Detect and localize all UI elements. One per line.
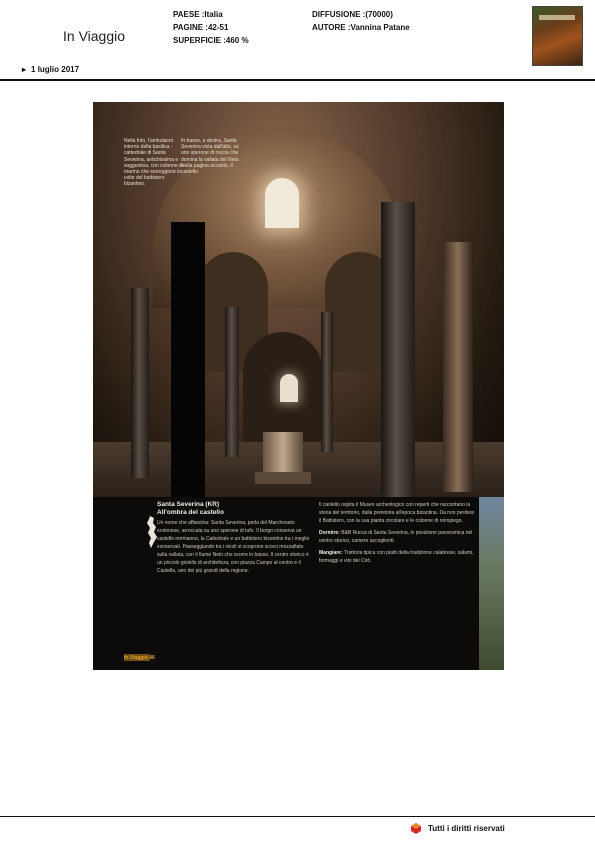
- caption-bar: [171, 222, 205, 497]
- superficie-row: SUPERFICIE :460 %: [173, 36, 249, 45]
- press-metadata-left: [173, 8, 249, 47]
- page-folio: In Viaggio 46: [124, 655, 155, 661]
- column: [131, 288, 149, 478]
- magazine-cover-thumbnail: [532, 6, 583, 66]
- footer-divider: [0, 816, 595, 817]
- photo-caption-left: Nella foto, l'ambulacro interno della basilica - cattedrale di Santa Severina, antichissima e suggestiva, con colonne in marmo che sorreggono le volte del battistero bizantino.: [124, 138, 183, 188]
- column: [381, 202, 415, 502]
- bullet-arrow-icon: ▸: [22, 65, 27, 74]
- column: [321, 312, 333, 452]
- article-clipping: [93, 102, 504, 670]
- baptismal-font: [263, 432, 303, 472]
- dormire-paragraph: Dormire: B&B Rocca di Santa Severina, in posizione panoramica nel centro storico, camere accoglienti.: [319, 530, 473, 544]
- agency-logo-icon: [411, 823, 421, 834]
- publication-name: In Viaggio: [63, 28, 126, 44]
- press-metadata-right: [312, 8, 410, 34]
- mangiare-paragraph: Mangiare: Trattoria tipica con piatti della tradizione calabrese, salumi, formaggi e vini del Cirò.: [319, 550, 474, 564]
- baptismal-font-base: [255, 472, 311, 484]
- pagine-row: PAGINE :42-51: [173, 23, 229, 32]
- article-column-1: Un nome che affascina: Santa Severina, perla del Marchesato crotonese, arroccata su uno sperone di tufo. Il borgo conserva un castello normanno, la Cattedrale e un battistero bizantino tra i meglio conservati. Passeggiando tra i vicoli si scoprono scorci mozzafiato sulla vallata, con il fiume Neto che scorre in basso. Il centro storico è un piccolo gioiello di architettura, con piazza Campo al centro e il Castello, uno dei più grandi della regione.: [157, 520, 310, 574]
- publication-date: ▸ 1 luglio 2017: [22, 65, 80, 74]
- article-heading: Santa Severina (KR) All'ombra del castello: [157, 501, 224, 516]
- basilica-interior-photo: [93, 102, 504, 497]
- diffusione-row: DIFFUSIONE :(70000): [312, 10, 393, 19]
- copyright-notice: Tutti i diritti riservati: [428, 824, 505, 833]
- landscape-photo-strip: [479, 497, 504, 670]
- article-text: [93, 497, 479, 670]
- arched-window: [265, 178, 299, 228]
- paese-row: PAESE :Italia: [173, 10, 223, 19]
- header-divider: [0, 79, 595, 81]
- column: [443, 242, 473, 492]
- rear-window: [280, 374, 298, 402]
- column: [225, 307, 239, 457]
- autore-row: AUTORE :Vannina Patane: [312, 23, 410, 32]
- article-column-2: Il castello ospita il Museo archeologico con reperti che raccontano la storia del territorio, dalla preistoria all'epoca bizantina. Da non perdere il Battistero, con la sua pianta circolare e le colonne di reimpiego. Dormire: B&B Rocca di Santa Severina, in posizione panoramica nel centro storico, camere accoglienti. Mangiare: Trattoria tipica con piatti della tradizione calabrese, salumi, formaggi e vini del Cirò.: [319, 502, 475, 564]
- photo-caption-right: In basso, a destra, Santa Severina vista dall'alto, su uno sperone di roccia che domina la vallata del Neto. Nella pagina accanto, il castello.: [181, 138, 240, 176]
